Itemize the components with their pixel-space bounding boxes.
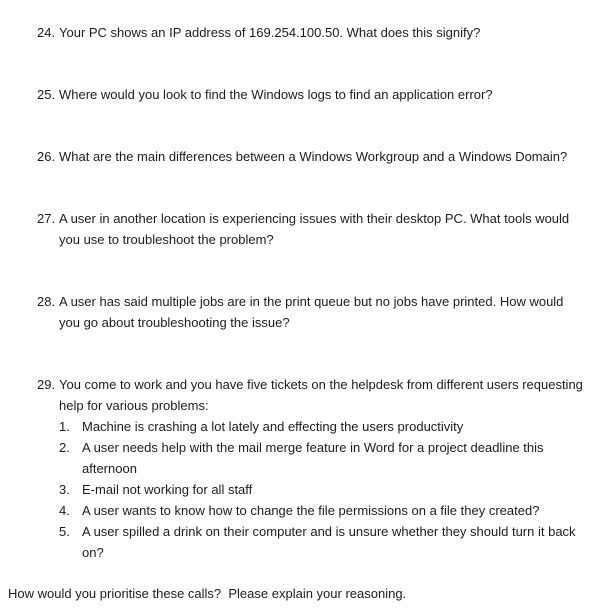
question-text: Your PC shows an IP address of 169.254.100.50. What does this signify?	[59, 25, 481, 40]
question-number: 27.	[37, 211, 56, 226]
question-26	[37, 146, 586, 167]
sub-item-number: 5.	[59, 524, 70, 539]
sub-item-text: E-mail not working for all staff	[82, 482, 253, 497]
sub-item-text: Machine is crashing a lot lately and effecting the users productivity	[82, 419, 464, 434]
question-number: 26.	[37, 149, 56, 164]
question-number: 28.	[37, 294, 56, 309]
sub-item-5	[59, 521, 586, 563]
question-29	[37, 374, 586, 416]
question-text: You come to work and you have five tickets on the helpdesk from different users requesting help for various problems:	[59, 377, 583, 413]
sub-item-number: 1.	[59, 419, 70, 434]
sub-item-4	[59, 500, 586, 521]
question-text: A user has said multiple jobs are in the print queue but no jobs have printed. How would you go about troubleshooting the issue?	[59, 294, 564, 330]
sub-item-text: A user needs help with the mail merge feature in Word for a project deadline this afternoon	[82, 440, 544, 476]
closing-question: How would you prioritise these calls? Please explain your reasoning.	[8, 586, 407, 601]
sub-item-number: 3.	[59, 482, 70, 497]
question-number: 24.	[37, 25, 56, 40]
question-27	[37, 208, 586, 250]
question-28	[37, 291, 586, 333]
question-number: 29.	[37, 377, 56, 392]
sub-item-text: A user spilled a drink on their computer and is unsure whether they should turn it back on?	[82, 524, 576, 560]
sub-item-text: A user wants to know how to change the file permissions on a file they created?	[82, 503, 540, 518]
sub-item-number: 4.	[59, 503, 70, 518]
sub-item-number: 2.	[59, 440, 70, 455]
question-text: Where would you look to find the Windows logs to find an application error?	[59, 87, 493, 102]
sub-item-3	[59, 479, 586, 500]
question-text: What are the main differences between a Windows Workgroup and a Windows Domain?	[59, 149, 568, 164]
question-24	[37, 22, 586, 43]
question-number: 25.	[37, 87, 56, 102]
question-text: A user in another location is experiencing issues with their desktop PC. What tools would you use to troubleshoot the problem?	[59, 211, 570, 247]
sub-item-2	[59, 437, 586, 479]
sub-item-1	[59, 416, 586, 437]
question-29-sub-list	[59, 416, 586, 563]
question-25	[37, 84, 586, 105]
